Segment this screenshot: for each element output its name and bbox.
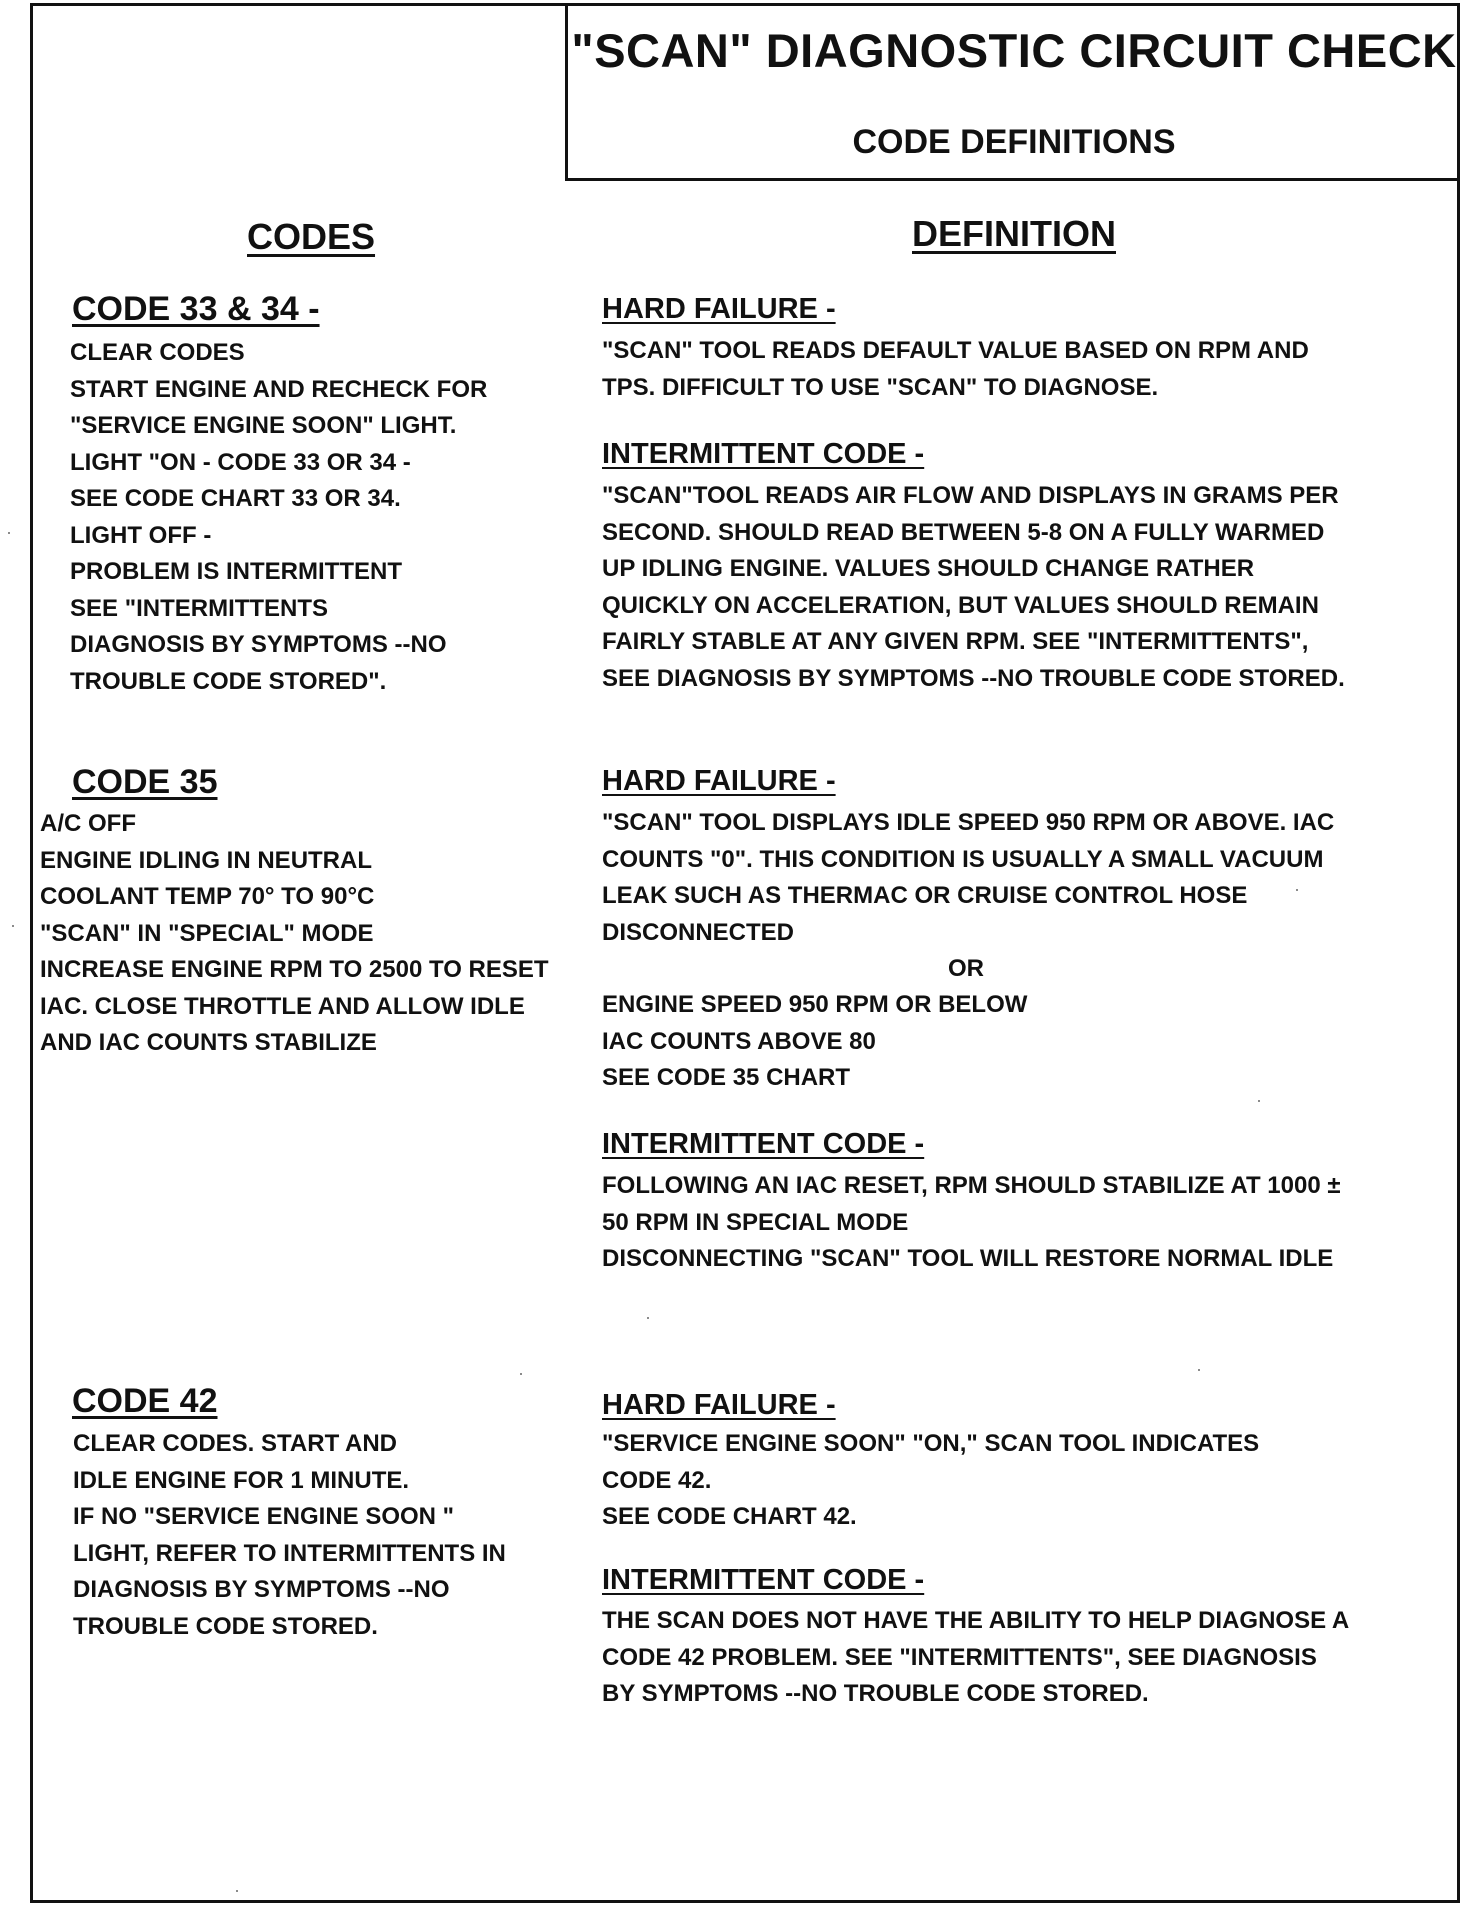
list-item: PROBLEM IS INTERMITTENT [70, 558, 402, 585]
list-item: CODE 42 PROBLEM. SEE "INTERMITTENTS", SEE DIAGNOSIS [602, 1643, 1317, 1671]
list-item: "SERVICE ENGINE SOON" "ON," SCAN TOOL INDICATES [602, 1430, 1260, 1457]
codes-column-heading: CODES [247, 216, 376, 257]
list-item: SEE DIAGNOSIS BY SYMPTOMS --NO TROUBLE CODE STORED. [602, 664, 1345, 692]
list-item: FAIRLY STABLE AT ANY GIVEN RPM. SEE "INTERMITTENTS", [602, 628, 1309, 655]
code-35-steps [40, 806, 549, 1062]
code-42-steps [73, 1426, 506, 1645]
title-box [565, 3, 1460, 181]
code-35-intermittent-text [602, 1168, 1341, 1278]
code-35-hard-failure-text-alt [602, 987, 1027, 1097]
list-item: QUICKLY ON ACCELERATION, BUT VALUES SHOULD REMAIN [602, 591, 1319, 619]
scan-speck [12, 925, 14, 927]
scan-speck [1198, 1369, 1200, 1371]
code-42-heading: CODE 42 [72, 1382, 218, 1420]
list-item: TROUBLE CODE STORED". [70, 667, 387, 695]
scan-speck [236, 1890, 238, 1892]
list-item: UP IDLING ENGINE. VALUES SHOULD CHANGE RATHER [602, 555, 1255, 582]
code-33-34-intermittent-text [602, 478, 1345, 697]
code-33-34-steps [70, 335, 487, 700]
scan-speck [647, 1317, 649, 1319]
list-item: SEE "INTERMITTENTS [70, 594, 329, 622]
list-item: CLEAR CODES [70, 339, 245, 366]
scan-speck [1296, 889, 1298, 891]
list-item: BY SYMPTOMS --NO TROUBLE CODE STORED. [602, 1680, 1149, 1707]
list-item: LEAK SUCH AS THERMAC OR CRUISE CONTROL HOSE [602, 882, 1248, 909]
definition-column-heading: DEFINITION [912, 213, 1116, 254]
list-item: DIAGNOSIS BY SYMPTOMS --NO [73, 1576, 450, 1603]
scan-speck [1258, 1100, 1260, 1102]
list-item: TPS. DIFFICULT TO USE "SCAN" TO DIAGNOSE. [602, 373, 1159, 401]
list-item: LIGHT OFF - [70, 521, 212, 549]
list-item: "SCAN" TOOL DISPLAYS IDLE SPEED 950 RPM OR ABOVE. IAC [602, 809, 1335, 836]
scan-speck [8, 532, 10, 534]
list-item: IF NO "SERVICE ENGINE SOON " [73, 1503, 455, 1530]
code-35-or-separator: OR [948, 955, 984, 982]
list-item: COUNTS "0". THIS CONDITION IS USUALLY A SMALL VACUUM [602, 845, 1324, 873]
list-item: IAC COUNTS ABOVE 80 [602, 1027, 876, 1055]
list-item: DISCONNECTING "SCAN" TOOL WILL RESTORE NORMAL IDLE [602, 1245, 1334, 1272]
code-42-intermittent-heading: INTERMITTENT CODE - [602, 1564, 925, 1596]
list-item: "SCAN"TOOL READS AIR FLOW AND DISPLAYS IN GRAMS PER [602, 482, 1339, 509]
list-item: FOLLOWING AN IAC RESET, RPM SHOULD STABILIZE AT 1000 ± [602, 1172, 1341, 1199]
list-item: CODE 42. [602, 1466, 712, 1494]
list-item: 50 RPM IN SPECIAL MODE [602, 1208, 909, 1236]
code-33-34-intermittent-heading: INTERMITTENT CODE - [602, 438, 925, 470]
list-item: IDLE ENGINE FOR 1 MINUTE. [73, 1466, 410, 1494]
list-item: LIGHT "ON - CODE 33 OR 34 - [70, 448, 411, 476]
list-item: CLEAR CODES. START AND [73, 1430, 397, 1457]
list-item: SEE CODE CHART 42. [602, 1503, 857, 1530]
list-item: SEE CODE 35 CHART [602, 1064, 851, 1091]
list-item: "SERVICE ENGINE SOON" LIGHT. [70, 412, 457, 439]
list-item: DISCONNECTED [602, 918, 795, 946]
list-item: ENGINE SPEED 950 RPM OR BELOW [602, 991, 1028, 1018]
scan-speck [520, 1373, 522, 1375]
list-item: SEE CODE CHART 33 OR 34. [70, 485, 401, 512]
list-item: AND IAC COUNTS STABILIZE [40, 1029, 377, 1056]
list-item: DIAGNOSIS BY SYMPTOMS --NO [70, 631, 447, 658]
page-subtitle: CODE DEFINITIONS [852, 123, 1176, 161]
list-item: INCREASE ENGINE RPM TO 2500 TO RESET [40, 956, 549, 983]
list-item: START ENGINE AND RECHECK FOR [70, 375, 488, 403]
list-item: SECOND. SHOULD READ BETWEEN 5-8 ON A FULLY WARMED [602, 518, 1325, 546]
list-item: TROUBLE CODE STORED. [73, 1612, 378, 1640]
code-42-hard-failure-text [602, 1426, 1259, 1536]
list-item: "SCAN" IN "SPECIAL" MODE [40, 919, 374, 947]
code-33-34-hard-failure-heading: HARD FAILURE - [602, 293, 836, 325]
code-33-34-heading: CODE 33 & 34 - [72, 290, 320, 328]
list-item: COOLANT TEMP 70° TO 90°C [40, 883, 375, 910]
list-item: THE SCAN DOES NOT HAVE THE ABILITY TO HELP DIAGNOSE A [602, 1607, 1350, 1634]
code-42-intermittent-text [602, 1603, 1349, 1713]
list-item: "SCAN" TOOL READS DEFAULT VALUE BASED ON RPM AND [602, 337, 1309, 364]
list-item: IAC. CLOSE THROTTLE AND ALLOW IDLE [40, 992, 525, 1020]
code-35-hard-failure-text [602, 805, 1334, 951]
code-35-hard-failure-heading: HARD FAILURE - [602, 765, 836, 797]
list-item: LIGHT, REFER TO INTERMITTENTS IN [73, 1539, 506, 1567]
list-item: ENGINE IDLING IN NEUTRAL [40, 846, 373, 874]
code-42-hard-failure-heading: HARD FAILURE - [602, 1389, 836, 1421]
page-title: "SCAN" DIAGNOSTIC CIRCUIT CHECK [571, 24, 1457, 77]
code-35-intermittent-heading: INTERMITTENT CODE - [602, 1128, 925, 1160]
code-35-heading: CODE 35 [72, 763, 218, 801]
code-33-34-hard-failure-text [602, 333, 1309, 406]
list-item: A/C OFF [40, 810, 136, 837]
